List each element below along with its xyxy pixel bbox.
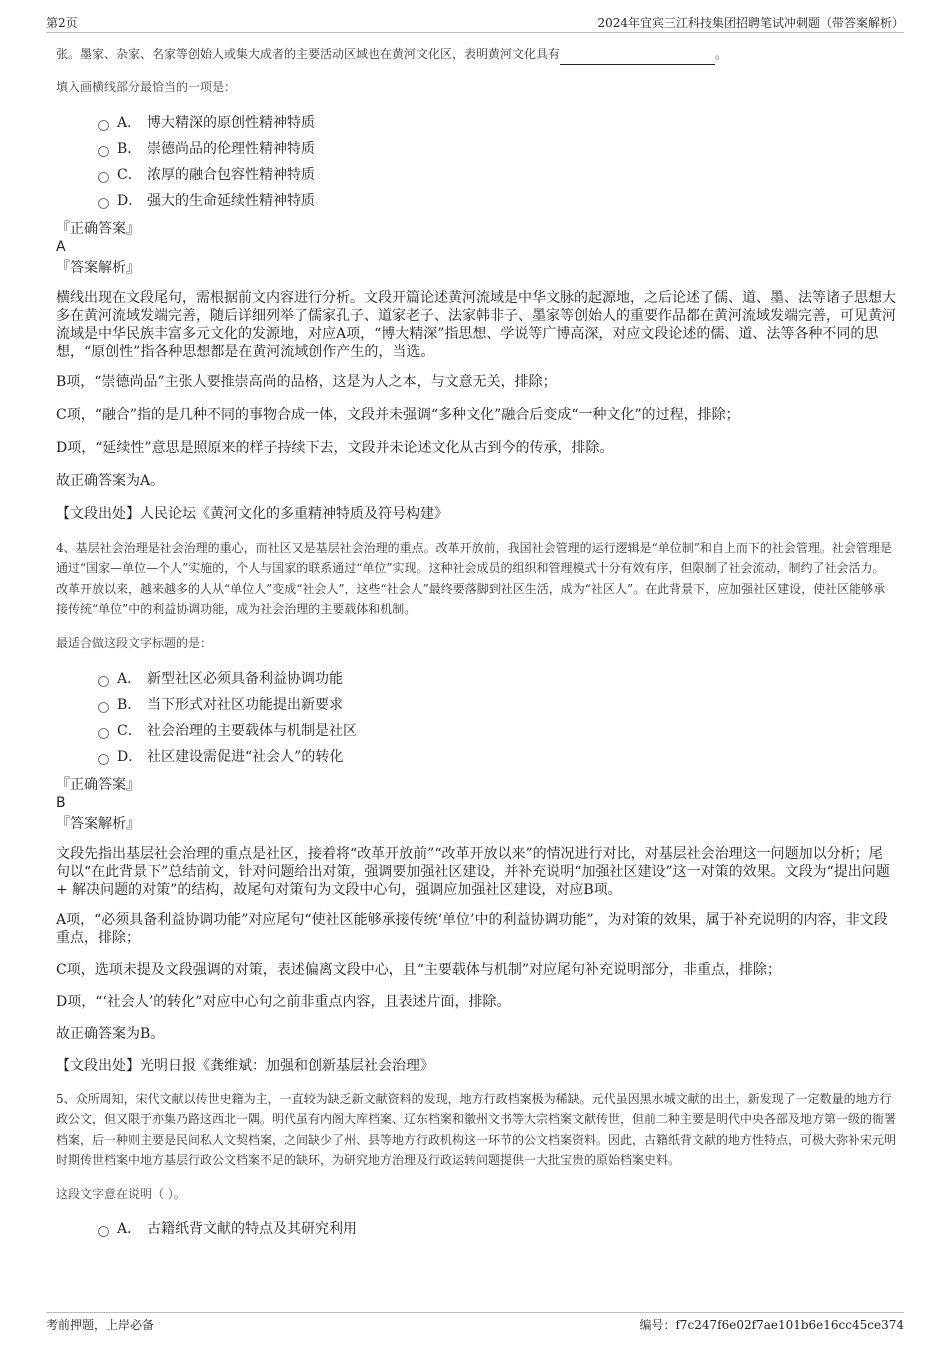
option-c[interactable]: C． 浓厚的融合包容性精神特质: [98, 162, 896, 188]
question-text: 5、众所周知，宋代文献以传世史籍为主，一直较为缺乏新文献资料的发现，地方行政档案极为稀缺。元代虽因黑水城文献的出土，新发现了一定数量的地方行政公文，但又限于亦集乃路这西北一隅。明代虽有内阁大库档案、辽东档案和徽州文书等大宗档案文献传世，但前二种主要是明代中央各部及地方第一级的衙署档案，后一种则主要是民间私人文契档案，之间缺少了州、县等地方行政机构这一环节的公文档案资料。因此，古籍纸背文献的地方性特点，可极大弥补宋元明时期传世档案中地方基层行政公文档案不足的缺环，为研究地方治理及行政运转问题提供一大批宝贵的原始档案史料。: [56, 1091, 897, 1167]
analysis-label: 『答案解析』: [56, 815, 140, 832]
page-footer: [46, 1312, 904, 1335]
source-citation: 【文段出处】光明日报《龚维斌：加强和创新基层社会治理》: [56, 1057, 434, 1074]
page-content: [56, 44, 896, 1242]
radio-icon[interactable]: [98, 1226, 109, 1237]
page-number: 第2页: [46, 16, 78, 30]
option-a[interactable]: A． 古籍纸背文献的特点及其研究利用: [98, 1216, 896, 1242]
analysis-paragraph: 文段先指出基层社会治理的重点是社区，接着将“改革开放前”“改革开放以来”的情况进行对比，对基层社会治理这一问题加以分析；尾句以“在此背景下”总结前文，针对问题给出对策，强调要加强社区建设，并补充说明“加强社区建设”这一对策的效果。文段为“提出问题 + 解决问题的对策”的结构，故尾句对策句为文段中心句，强调应加强社区建设，对应B项。: [56, 845, 890, 898]
option-a[interactable]: A． 新型社区必须具备利益协调功能: [98, 666, 896, 692]
option-d[interactable]: D． 强大的生命延续性精神特质: [98, 188, 896, 214]
analysis-paragraph: D项，“延续性”意思是照原来的样子持续下去，文段并未论述文化从古到今的传承，排除。: [56, 439, 614, 456]
option-list: [56, 666, 896, 770]
correct-answer-label: 『正确答案』: [56, 776, 140, 793]
correct-answer: B: [56, 794, 66, 811]
analysis-paragraph: C项，选项未提及文段强调的对策，表述偏离文段中心，且“主要载体与机制”对应尾句补充说明部分，非重点，排除；: [56, 961, 782, 978]
analysis-paragraph: A项，“必须具备利益协调功能”对应尾句“使社区能够承接传统‘单位’中的利益协调功能”，为对策的效果，属于补充说明的内容，非文段重点，排除；: [56, 911, 888, 946]
radio-icon[interactable]: [98, 198, 109, 209]
correct-answer-label: 『正确答案』: [56, 220, 140, 237]
question-prompt: 这段文字意在说明（ ）。: [56, 1186, 186, 1201]
option-b[interactable]: B． 崇德尚品的伦理性精神特质: [98, 136, 896, 162]
analysis-paragraph: 横线出现在文段尾句，需根据前文内容进行分析。文段开篇论述黄河流域是中华文脉的起源地，之后论述了儒、道、墨、法等诸子思想大多在黄河流域发端完善，随后详细列举了儒家孔子、道家老子、法家韩非子、墨家等创始人的重要作品都在黄河流域发端完善，可见黄河流域是中华民族丰富多元文化的发源地，对应A项，“博大精深”指思想、学说等广博高深，对应文段论述的儒、道、法等各种不同的思想，“原创性”指各种思想都是在黄河流域创作产生的，当选。: [56, 289, 896, 360]
option-b[interactable]: B． 当下形式对社区功能提出新要求: [98, 692, 896, 718]
option-list: [56, 1216, 896, 1242]
radio-icon[interactable]: [98, 754, 109, 765]
question-text: 4、基层社会治理是社会治理的重心，而社区又是基层社会治理的重点。改革开放前，我国社会管理的运行逻辑是“单位制”和自上而下的社会管理。社会管理是通过“国家—单位—个人”实施的，个人与国家的联系通过“单位”实现。这种社会成员的组织和管理模式十分有效有序，但限制了社会流动，制约了社会活力。改革开放以来，越来越多的人从“单位人”变成“社会人”，这些“社会人”最终要落脚到社区生活，成为“社区人”。在此背景下，应加强社区建设，使社区能够承接传统“单位”中的利益协调功能，成为社会治理的主要载体和机制。: [56, 540, 892, 616]
option-list: [56, 110, 896, 214]
source-citation: 【文段出处】人民论坛《黄河文化的多重精神特质及符号构建》: [56, 505, 448, 522]
footer-slogan: 考前押题，上岸必备: [46, 1318, 155, 1332]
radio-icon[interactable]: [98, 676, 109, 687]
analysis-conclusion: 故正确答案为A。: [56, 472, 165, 489]
analysis-conclusion: 故正确答案为B。: [56, 1025, 165, 1042]
radio-icon[interactable]: [98, 146, 109, 157]
correct-answer: A: [56, 238, 66, 255]
analysis-paragraph: C项，“融合”指的是几种不同的事物合成一体，文段并未强调“多种文化”融合后变成“一种文化”的过程，排除；: [56, 406, 740, 423]
question-text: 张。墨家、杂家、名家等创始人或集大成者的主要活动区域也在黄河文化区，表明黄河文化具有 。: [56, 44, 896, 65]
option-d[interactable]: D． 社区建设需促进“社会人”的转化: [98, 744, 896, 770]
radio-icon[interactable]: [98, 120, 109, 131]
question-prompt: 填入画横线部分最恰当的一项是：: [56, 79, 237, 94]
analysis-paragraph: D项，“‘社会人’的转化”对应中心句之前非重点内容，且表述片面，排除。: [56, 993, 511, 1010]
page-header: [46, 14, 904, 33]
option-a[interactable]: A． 博大精深的原创性精神特质: [98, 110, 896, 136]
option-c[interactable]: C． 社会治理的主要载体与机制是社区: [98, 718, 896, 744]
document-id: 编号：f7c247f6e02f7ae101b6e16cc45ce374: [639, 1318, 904, 1332]
radio-icon[interactable]: [98, 702, 109, 713]
analysis-label: 『答案解析』: [56, 259, 140, 276]
radio-icon[interactable]: [98, 728, 109, 739]
question-prompt: 最适合做这段文字标题的是：: [56, 635, 213, 650]
radio-icon[interactable]: [98, 172, 109, 183]
analysis-paragraph: B项，“崇德尚品”主张人要推崇高尚的品格，这是为人之本，与文意无关，排除；: [56, 373, 557, 390]
document-title: 2024年宜宾三江科技集团招聘笔试冲刺题（带答案解析）: [597, 16, 904, 30]
answer-blank: [560, 52, 715, 65]
